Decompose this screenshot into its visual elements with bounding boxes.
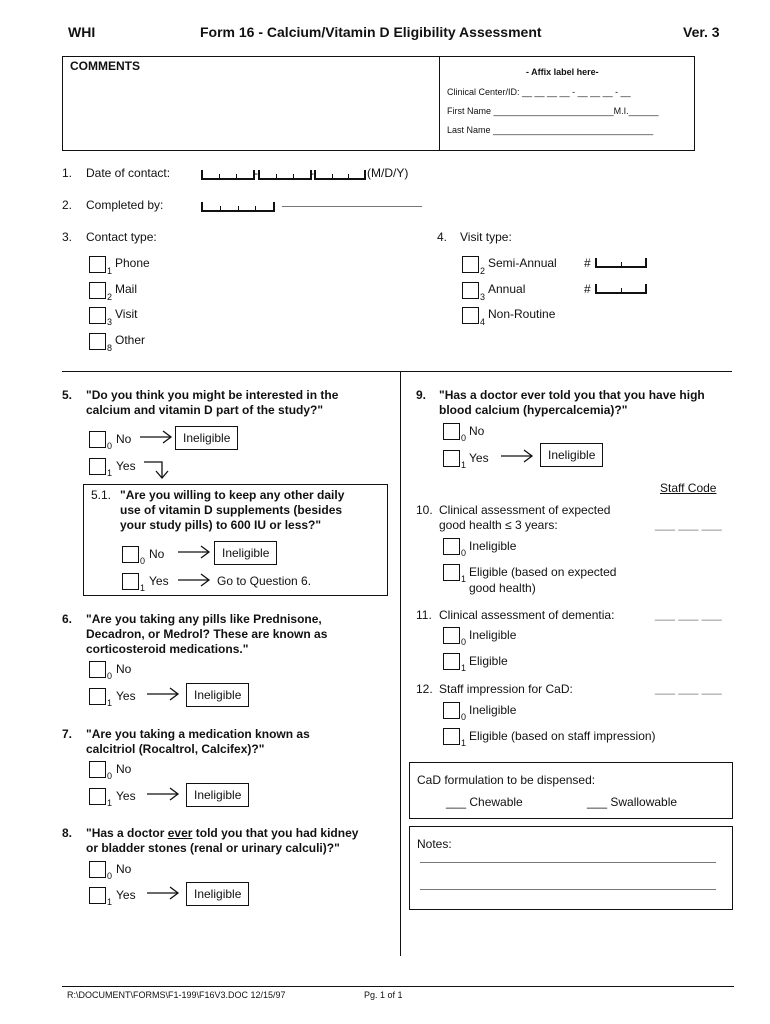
completed-by-code-field[interactable] [201,202,275,212]
comments-label: COMMENTS [70,59,140,73]
date-day-field[interactable] [258,170,312,180]
contact-phone-checkbox[interactable] [89,256,106,273]
last-name: Last Name ________________________________ [447,125,654,135]
q51-ineligible-box: Ineligible [214,541,277,565]
arrow-icon [146,687,180,701]
notes-label: Notes: [417,837,452,851]
q11-eligible-checkbox[interactable] [443,653,460,670]
q11-label: Clinical assessment of dementia: [439,608,615,622]
q10-label: Clinical assessment of expected [439,503,611,517]
q51-question: "Are you willing to keep any other daily [120,488,345,502]
q51-yes-checkbox[interactable] [122,573,139,590]
q10-eligible-checkbox[interactable] [443,564,460,581]
form-version: Ver. 3 [683,24,720,40]
contact-mail-label: Mail [115,282,138,296]
footer-path: R:\DOCUMENT\FORMS\F1-199\F16V3.DOC 12/15/97 [67,990,286,1000]
q7-no-checkbox[interactable] [89,761,106,778]
form-org: WHI [68,24,96,40]
comments-field[interactable] [68,76,434,146]
notes-line[interactable] [420,889,716,890]
q8-yes-checkbox[interactable] [89,887,106,904]
q9-no-checkbox[interactable] [443,423,460,440]
q6-ineligible-box: Ineligible [186,683,249,707]
notes-box [409,826,733,910]
date-format: (M/D/Y) [367,166,409,180]
q9-question: "Has a doctor ever told you that you have high [439,388,705,402]
q12-ineligible-checkbox[interactable] [443,702,460,719]
q51-goto: Go to Question 6. [217,574,312,588]
q1-label: Date of contact: [86,166,171,180]
q5-ineligible-box: Ineligible [175,426,238,450]
date-month-field[interactable] [201,170,255,180]
q3-label: Contact type: [86,230,157,244]
q6-yes-checkbox[interactable] [89,688,106,705]
cad-chewable-option[interactable]: ___ Chewable [446,795,523,809]
cad-label: CaD formulation to be dispensed: [417,773,596,787]
q12-staff-code-field[interactable]: ___ ___ ___ [655,681,722,695]
q8-ineligible-box: Ineligible [186,882,249,906]
q12-eligible-checkbox[interactable] [443,728,460,745]
q2-number: 2. [62,198,73,212]
visit-nonroutine-checkbox[interactable] [462,307,479,324]
q9-ineligible-box: Ineligible [540,443,603,467]
notes-line[interactable] [420,862,716,863]
visit-annual-checkbox[interactable] [462,282,479,299]
cad-box [409,762,733,819]
semiannual-number-field[interactable] [595,258,647,268]
q8-question: "Has a doctor ever told you that you had kidney [86,826,359,840]
contact-visit-label: Visit [115,307,138,321]
q6-question: "Are you taking any pills like Prednisone, [86,612,322,626]
contact-other-label: Other [115,333,146,347]
column-divider [400,371,401,956]
arrow-icon [146,787,180,801]
q6-no-checkbox[interactable] [89,661,106,678]
q5-question: "Do you think you might be interested in the [86,388,339,402]
date-year-field[interactable] [314,170,366,180]
q12-label: Staff impression for CaD: [439,682,573,696]
form-title: Form 16 - Calcium/Vitamin D Eligibility Assessment [200,24,542,40]
completed-by-name-field[interactable] [282,206,422,207]
affix-label: - Affix label here- [526,67,599,77]
q7-ineligible-box: Ineligible [186,783,249,807]
q5-yes-checkbox[interactable] [89,458,106,475]
contact-phone-label: Phone [115,256,150,270]
q10-ineligible-checkbox[interactable] [443,538,460,555]
annual-number-field[interactable] [595,284,647,294]
first-name: First Name ________________________M.I.______ [447,106,659,116]
q11-staff-code-field[interactable]: ___ ___ ___ [655,607,722,621]
staff-code-header: Staff Code [660,481,717,495]
contact-mail-checkbox[interactable] [89,282,106,299]
q11-ineligible-checkbox[interactable] [443,627,460,644]
q8-no-checkbox[interactable] [89,861,106,878]
q1-number: 1. [62,166,73,180]
q5-no-checkbox[interactable] [89,431,106,448]
q2-label: Completed by: [86,198,164,212]
cad-swallowable-option[interactable]: ___ Swallowable [587,795,678,809]
arrow-down-icon [143,458,177,480]
contact-other-checkbox[interactable] [89,333,106,350]
arrow-icon [500,449,534,463]
footer-page: Pg. 1 of 1 [364,990,403,1000]
q7-question: "Are you taking a medication known as [86,727,310,741]
arrow-icon [177,573,211,587]
q9-yes-checkbox[interactable] [443,450,460,467]
contact-visit-checkbox[interactable] [89,307,106,324]
visit-semiannual-checkbox[interactable] [462,256,479,273]
arrow-icon [177,545,211,559]
q4-number: 4. [437,230,448,244]
q7-yes-checkbox[interactable] [89,788,106,805]
arrow-icon [146,886,180,900]
arrow-icon [139,430,173,444]
q4-label: Visit type: [460,230,512,244]
visit-annual-label: Annual [488,282,526,296]
clinical-center-id: Clinical Center/ID: __ __ __ __ - __ __ __ - __ [447,87,631,97]
q51-no-checkbox[interactable] [122,546,139,563]
visit-nonroutine-label: Non-Routine [488,307,556,321]
footer-rule [62,986,734,987]
visit-semiannual-label: Semi-Annual [488,256,557,270]
section-divider [62,371,732,372]
q10-staff-code-field[interactable]: ___ ___ ___ [655,517,722,531]
q3-number: 3. [62,230,73,244]
